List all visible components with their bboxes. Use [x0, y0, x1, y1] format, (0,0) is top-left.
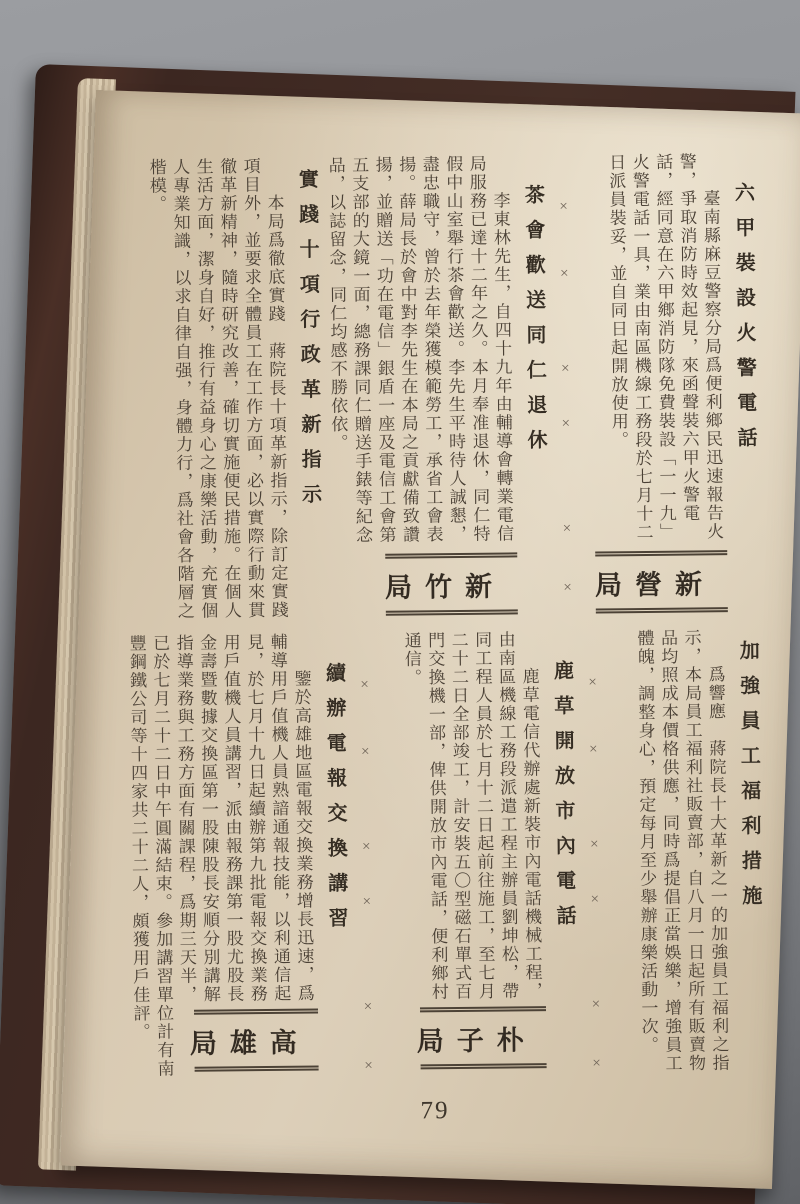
x-mark: × — [362, 893, 372, 911]
x-mark: × — [561, 415, 571, 432]
x-mark: × — [559, 198, 568, 215]
x-mark: × — [559, 265, 569, 282]
x-mark: × — [592, 1055, 601, 1072]
x-mark: × — [591, 996, 601, 1013]
article-title: 茶會歡送同仁退休 — [521, 184, 547, 465]
top-band — [91, 152, 764, 633]
x-mark: × — [563, 579, 572, 596]
article-title: 續辦電報交換講習 — [322, 662, 348, 943]
xinying-bureau-header-text: 新營局 — [594, 568, 716, 601]
article-body: 鑒於高雄地區電報交換業務增長迅速，爲輔導用戶值機人員熟諳通報技能，以利通信起見，於七月十九日起續辦第九批電報交換業務用戶值機人員講習，派由報務課第一股尤股長金壽暨數據交換區第一股陳股長安順分別講解指導業務與工務方面有關課程，爲期三天半，已於七月二十二日中午圓滿結束。參加講習單位計有南豐鋼鐵公司等十四家共二十二人，頗獲用戶佳評。 — [126, 632, 314, 1079]
section-kaohsiung-bureau — [124, 632, 355, 1086]
puzi-bureau-header — [416, 1006, 547, 1069]
x-mark: × — [360, 743, 370, 761]
article-body: 李東林先生，自四十九年由輔導會轉業電信局服務已達十二年之久。本月奉准退休，同仁特假中山室舉行茶會歡送。李先生平時待人誠懇，盡忠職守，曾於去年榮獲模範勞工，承省工會表揚。薛局長於會中對李先生在本局之貢獻備致讚揚，並贈送「功在電信」銀盾一座及電信工會第五支部的大鏡一面，總務課同仁贈送手錶等紀念品，以誌留念，同仁均感不勝依依。 — [325, 154, 514, 545]
x-mark: × — [589, 836, 599, 853]
article-title: 鹿草開放市內電話 — [550, 659, 576, 941]
kaohsiung-bureau-header-text: 高雄局 — [189, 1027, 310, 1059]
article-title: 加強員工福利措施 — [736, 639, 762, 921]
article-body: 本局爲徹底實踐 蔣院長十項革新指示，除訂定實踐項目外，並要求全體員工在工作方面，必以實際行動來貫徹革新精神，隨時研究改善，確切實施便民措施。在個人生活方面，潔身自好，推行有益身心之康樂活動，充實個人專業知識，以求自律自强，身體力行，爲社會各階層之楷模。 — [146, 157, 288, 621]
x-mark: × — [361, 838, 371, 856]
article-employee-welfare — [632, 628, 766, 1081]
section-xinying-welfare — [606, 628, 769, 1082]
article-body: 臺南縣麻豆警察分局爲便利鄉民迅速報告火警，爭取消防時效起見，來函聲裝六甲火警電話，經同意在六甲鄉消防隊免費裝設「一一九」火警電話一具，業由南區機線工務段於七月十二日派員裝妥，並自同日起開放使用。 — [606, 152, 724, 542]
article-body: 鹿草電信代辦處新裝市內電話機械工程，由南區機線工務段派遣工程主辦員劉坤松，帶同工程人員於七月十二日起前往施工，至七月二十二日全部竣工，計安裝五〇型磁石單式百門交換機一部，俾供開放市內電話，便利鄉村通信。 — [401, 630, 542, 1002]
hsinchu-bureau-header-text: 新竹局 — [384, 571, 506, 603]
x-mark: × — [562, 520, 572, 537]
section-hsinchu-bureau — [144, 154, 554, 632]
x-mark: × — [588, 674, 597, 691]
article-title: 六甲裝設火警電話 — [731, 181, 757, 463]
section-puzi-bureau — [378, 630, 583, 1084]
book-page — [60, 90, 800, 1189]
xinying-bureau-header — [595, 550, 728, 613]
x-mark: × — [360, 676, 369, 694]
kaohsiung-bureau-header — [189, 1008, 319, 1071]
puzi-bureau-header-text: 朴子局 — [416, 1024, 537, 1056]
x-mark: × — [590, 891, 600, 908]
hsinchu-bureau-header — [385, 552, 518, 615]
x-mark: × — [363, 998, 373, 1016]
x-mark: × — [560, 360, 570, 377]
article-ten-reforms — [144, 156, 325, 632]
page-number: 79 — [420, 1097, 450, 1125]
x-mark: × — [588, 741, 598, 758]
page-content — [91, 152, 769, 1131]
bottom-band — [96, 628, 769, 1087]
article-body: 爲響應 蔣院長十大革新之一的加強員工福利之指示，本局員工福利社販賣部，自八月一日起所有販賣物品均照成本價格供應，同時爲提倡正當娛樂，增強員工體魄，調整身心，預定每月至少舉辦康樂活動一次。 — [634, 628, 729, 1073]
article-title: 實踐十項行政革新指示 — [295, 168, 321, 519]
section-xinying-bureau — [577, 152, 764, 628]
x-mark: × — [364, 1057, 373, 1075]
